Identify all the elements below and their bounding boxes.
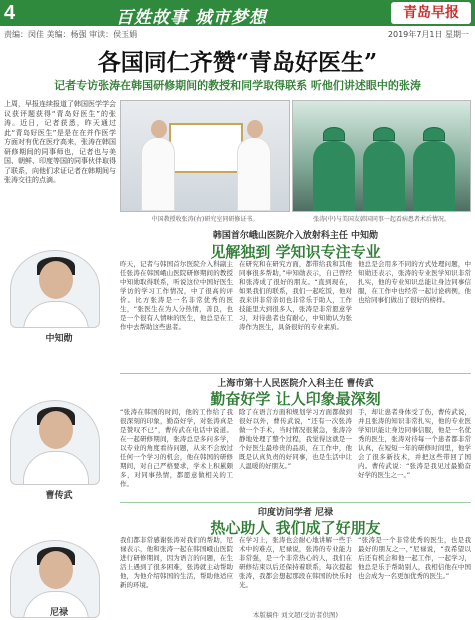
article-column: “张涛在韩国的时间，他的工作给了我很深刻的印象，勤奋好学，对张涛真是是赞叹不已”，曹传武在电话中说道。在一起研修期间，张涛总是多问多学，以专业的角度看待问题，从来不会放过任何一个学习的机会，他在韩国的研修期间，对自己严格要求，学术上积累颇多，对同事热情，都愿意做相关的工作。 [120,408,233,488]
article-column: 除了在语言方面和规划学习方面都做到很好以外，曹传武说，“还有一次张涛做一个手术，当时情况很紧急，张涛冷静地处理了整个过程，我觉得这就是一个好医生最珍贵的品质，在工作中，他既是认真负责的好同事，也是生活中让人温暖的好朋友。” [239,408,352,470]
article-column: 手，却让患者身体受了伤，曹传武说，并且张涛的知识非常扎实，他的专业医学知识能让身边同事信服，他是一名优秀的医生，张涛对待每一个患者都非常认真，在短短一年的研修时间里，他学会了很多新技术，并把这些带回了国内。曹传武说：“张涛是我见过最勤奋好学的医生之一。” [358,408,471,479]
editor-info-bar [0,28,475,40]
person-name: 曹传武 [45,491,73,501]
article-column: 在研究和在研究方面，都带给我和其他同事很多帮助，”申知勋表示，自己曾经和张涛成了很好的朋友。“直到现在，如果我们的联系，我们一起吃饭，他对我来讲非常亲切也非常乐于助人，工作技能里大到很多人，张涛是非常愿意学习，对待患者也有耐心，中知勋认为张涛作为医生，具备很好的专业素质。 [239,260,352,331]
page-footer-credit: 本版稿件 刘文超(受访者供图) [252,611,339,619]
article-column: 他总是会用多不同的方式处理问题，中知勋还表示，张涛的专业医学知识非常扎实，他的专业知识总能让身边同事信服，在工作中也经常一起讨论病例，他也给同事们做出了很好的榜样。 [358,260,471,304]
section-kicker: 印度访问学者 尼禄 [257,508,334,518]
section-kicker: 韩国首尔峨山医院介入放射科主任 中知勋 [212,231,379,241]
article-column: 昨天，记者与韩国首尔医院介入科副主任张涛在韩国峨山医院研修期间的教授中知勋取得联系，听说这位中国好医生学访的学习工作情况，中了很高的评价。比方张涛是一名非常优秀的医生，“张医生在为人分热情，善良，也是一个很有人情味的医生，他总是在工作中去帮助这些患者。 [120,260,233,331]
doctor-figure-right [237,137,271,211]
portrait-photo [10,400,100,485]
doctor-figure-left [141,137,175,211]
surgeon-figure [313,141,355,211]
section-heading: 勤奋好学 让人印象最深刻 [210,390,381,408]
intro-paragraph: 上周，早报连续报道了韩国医学学会议获评题获得“青岛好医生”的张涛。近日，记者获悉，昨天通过此“青岛好医生”是是在在并作医学方面对有优在医疗高来，张涛在韩国研修期间的同事师也，记者也与美国、朝鲜、印度等国的同事伙伴取得了联系，向他们求证记者在韩期间与张涛交往的点滴。 [4,100,116,184]
person-name: 尼禄 [49,608,68,618]
section-title: 百姓故事 城市梦想 [116,8,267,28]
editors-credit: 责编：闵佳 美编：杨强 审读：侯玉娟 [4,30,138,39]
surgeon-figure [413,141,455,211]
issue-date: 2019年7月1日 星期一 [387,30,469,39]
page-header-bar [0,0,475,26]
photo-caption-right: 张涛(中)与美国友韩国同事一起看病患者术后情况。 [313,216,450,223]
article-column: 在学习上，张涛也会耐心地讲解一些手术中的难点，尼禄说，张涛的专业能力非常强，是一个非常热心的人，我们在研修结束以后还保持着联系，每次提起张涛，我都会想起那段在韩国的快乐时光。 [239,536,352,589]
person-name: 中知勋 [45,334,73,344]
page-number: 4 [4,2,16,24]
section-kicker: 上海市第十人民医院介入科主任 曹传武 [217,379,374,389]
article-column: 我们都非常感谢张涛对我们的帮助，尼禄表示，他和张涛一起在韩国峨山医院进行研修期间，因为语言的问题，在生活上遇到了很多困难，张涛就主动帮助他，为他介绍韩国的生活，帮助他适应新的环境。 [120,536,233,589]
newspaper-logo: 青岛早报 [391,2,471,24]
portrait-photo [10,250,100,328]
section-divider [120,502,471,503]
article-column: “张涛是一个非常优秀的医生，也是我最好的朋友之一，”尼禄说，“我希望以后还有机会和他一起工作，一起学习，他总是乐于帮助别人，我相信他在中国也会成为一名更加优秀的医生。” [358,536,471,580]
surgery-photo [292,100,471,212]
photo-caption-left: 中国教授收张涛(右)研究室同研修证书。 [151,216,259,223]
sub-headline: 记者专访张涛在韩国研修期间的教授和同学取得联系 听他们讲述眼中的张涛 [54,79,421,92]
section-heading: 热心助人 我们成了好朋友 [210,519,381,537]
certificate-plaque [169,123,243,173]
surgeon-figure [363,141,405,211]
certificate-photo [120,100,290,212]
main-headline: 各国同仁齐赞“青岛好医生” [97,49,378,76]
section-heading: 见解独到 学知识专注专业 [210,243,381,261]
section-divider [120,373,471,374]
